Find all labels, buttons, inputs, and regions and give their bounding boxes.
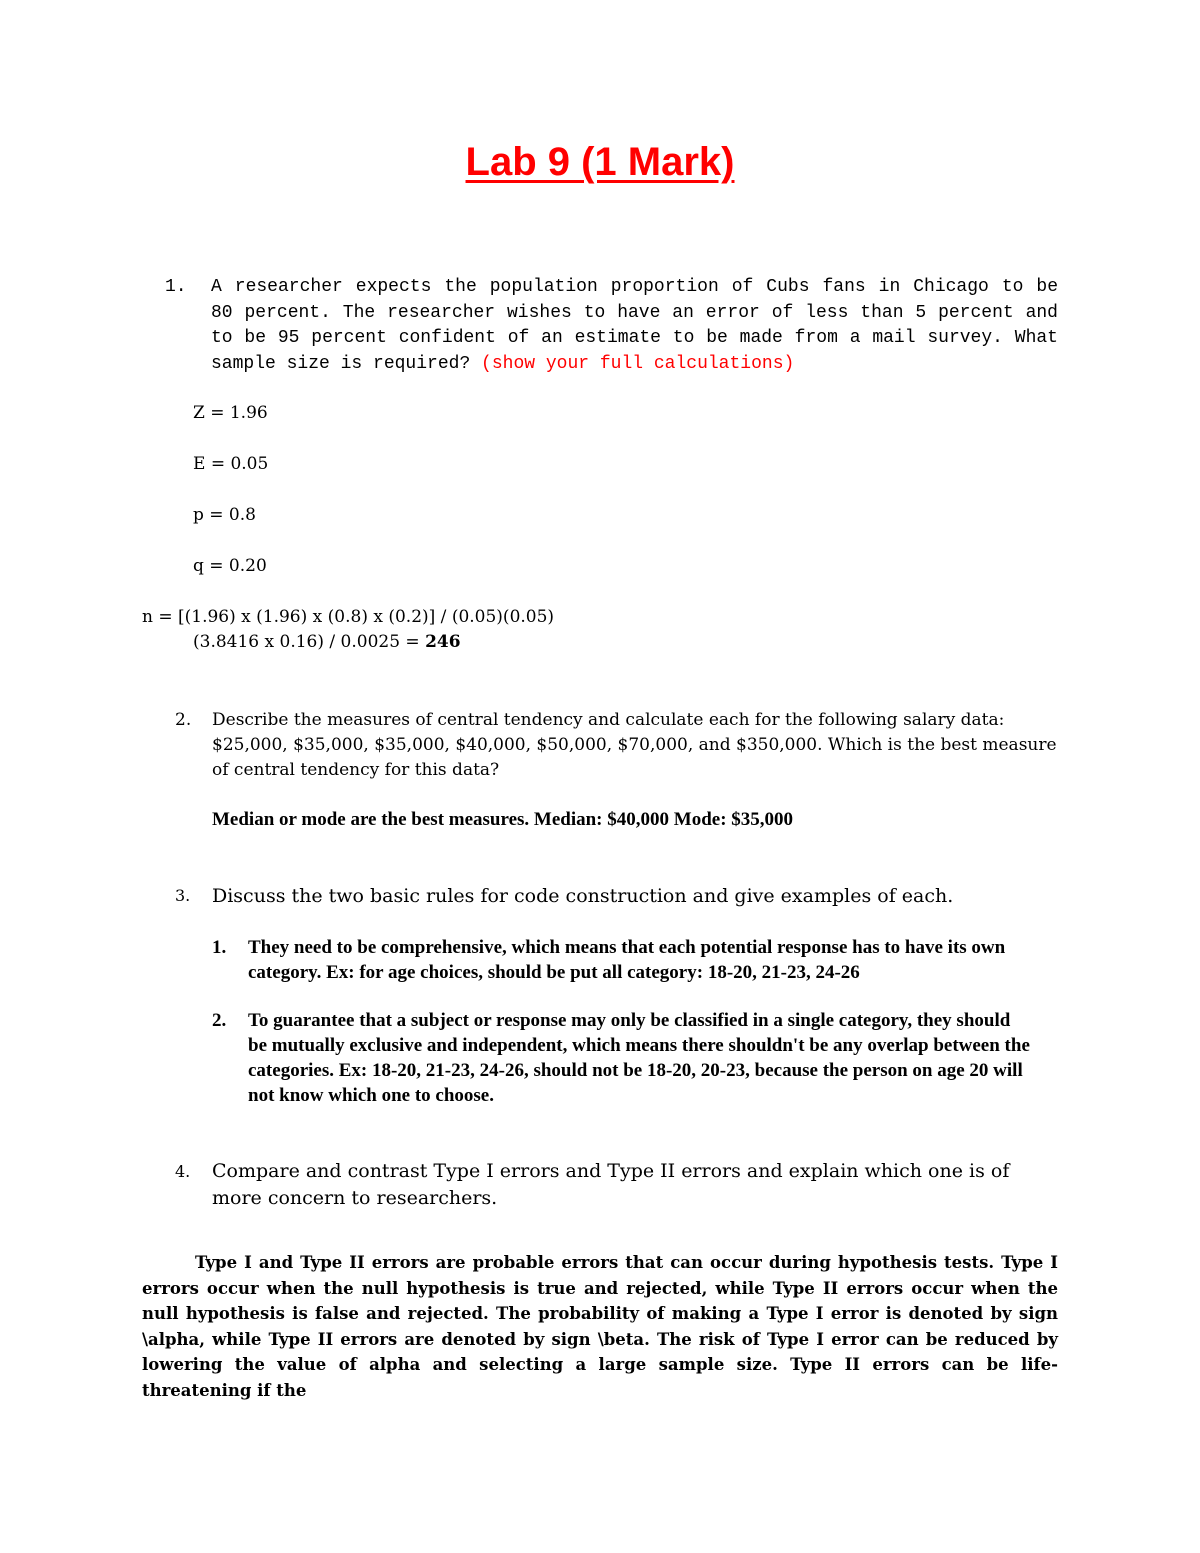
question-number: 2. (175, 710, 192, 730)
question-text (211, 275, 1058, 377)
rule-number: 1. (212, 937, 227, 958)
question-number: 3. (175, 886, 191, 905)
answer-text: Median or mode are the best measures. Median: $40,000 Mode: $35,000 (212, 809, 794, 830)
rule-text: They need to be comprehensive, which means that each potential response has to have its own category. Ex: for age choices, should be put all category: 18-20, 21-23, 24-26 (248, 937, 1006, 983)
question-4 (175, 1158, 1065, 1212)
rule-item (212, 935, 1032, 985)
question-3 (175, 882, 1065, 910)
question-1 (165, 275, 1058, 377)
question-text: Describe the measures of central tendency and calculate each for the following salary data: $25,000, $35,000, $35,000, $40,000, $50,000, $70,000, and $350,000. Which is the best measure of central tendency for this data? (212, 710, 1057, 780)
question-2 (175, 708, 1065, 832)
rule-item (212, 1008, 1032, 1108)
question-number: 4. (175, 1162, 191, 1181)
calculation-expression: (3.8416 x 0.16) / 0.0025 = (193, 632, 426, 652)
question-note: (show your full calculations) (481, 353, 795, 374)
question-text: Discuss the two basic rules for code construction and give examples of each. (212, 885, 954, 907)
answer-text: Type I and Type II errors are probable errors that can occur during hypothesis tests. Type I errors occur when the null hypothesis is true and rejected, while Type II errors occur when the null hypothesis is false and rejected. The probability of making a Type I error is denoted by sign \alpha, while Type II errors are denoted by sign \beta. The risk of Type I error can be reduced by lowering the value of alpha and selecting a large sample size. Type II errors can be life-threatening if the (142, 1253, 1058, 1400)
variable-q: q = 0.20 (193, 556, 267, 576)
calculation-line-1: n = [(1.96) x (1.96) x (0.8) x (0.2)] / (0.05)(0.05) (142, 607, 555, 627)
variable-p: p = 0.8 (193, 505, 256, 525)
question-1-prompt: A researcher expects the population proportion of Cubs fans in Chicago to be 80 percent. The researcher wishes to have an error of less than 5 percent and to be 95 percent confident of an estimate to be made from a mail survey. What sample size is required? (211, 277, 1058, 374)
rule-text: To guarantee that a subject or response may only be classified in a single category, they should be mutually exclusive and independent, which means there shouldn't be any overlap between the categories. Ex: 18-20, 21-23, 24-26, should not be 18-20, 20-23, because the person on age 20 will not know which one to choose. (248, 1010, 1030, 1106)
rule-number: 2. (212, 1010, 227, 1031)
calculation-line-2 (193, 632, 461, 652)
calculation-result: 246 (425, 632, 461, 652)
page-title: Lab 9 (1 Mark) (465, 140, 735, 184)
question-text: Compare and contrast Type I errors and Type II errors and explain which one is of more concern to researchers. (212, 1160, 1010, 1209)
question-number: 1. (165, 277, 187, 297)
variable-z: Z = 1.96 (193, 403, 268, 423)
variable-e: E = 0.05 (193, 454, 269, 474)
